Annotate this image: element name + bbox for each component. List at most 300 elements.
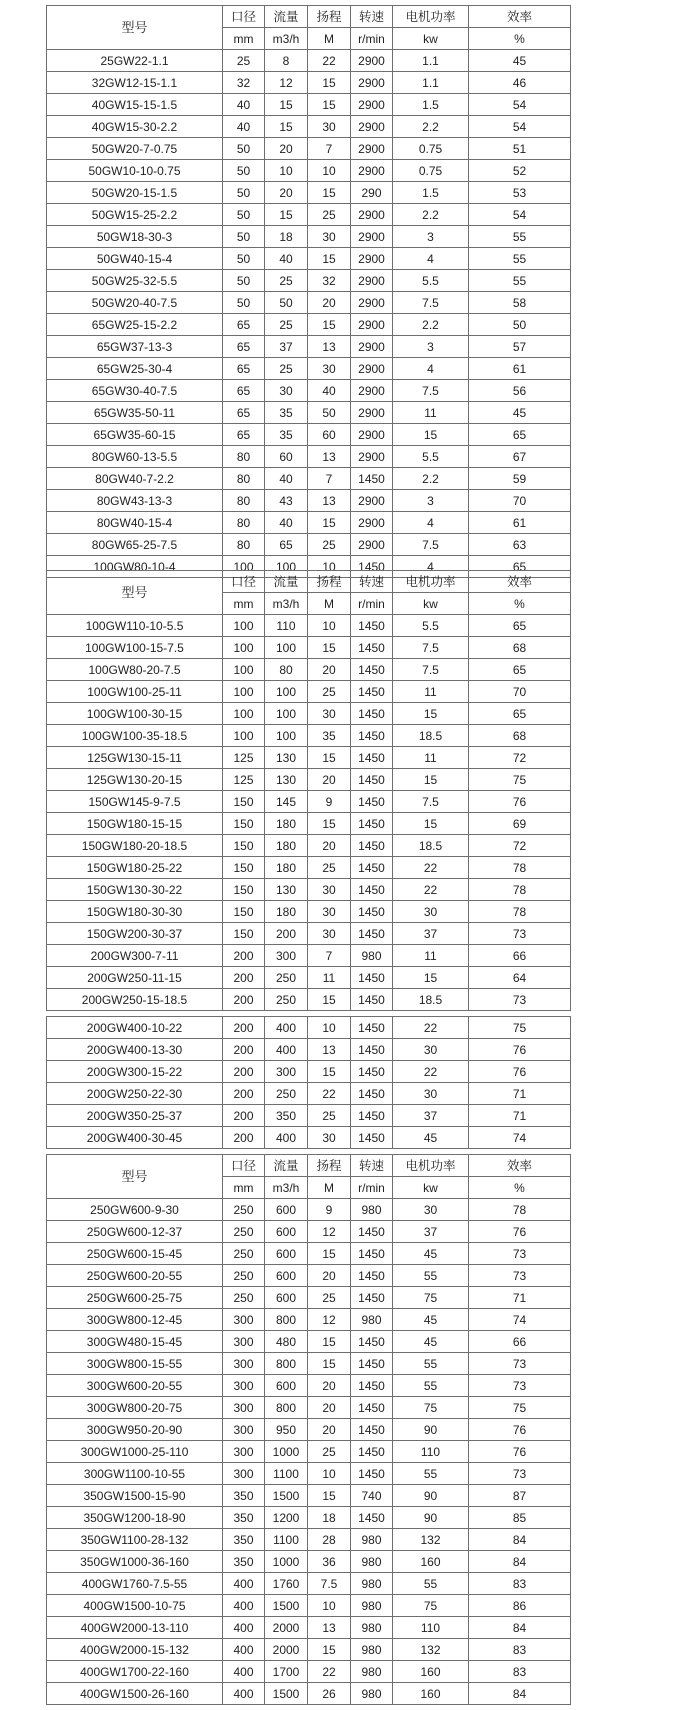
head-cell: 20 bbox=[308, 1265, 351, 1287]
caliber-cell: 150 bbox=[223, 835, 265, 857]
table-row bbox=[47, 813, 571, 835]
speed-cell: 1450 bbox=[351, 1507, 393, 1529]
efficiency-cell: 71 bbox=[469, 1083, 571, 1105]
efficiency-cell: 53 bbox=[469, 182, 571, 204]
model-cell: 200GW250-15-18.5 bbox=[47, 989, 223, 1011]
speed-cell: 1450 bbox=[351, 1105, 393, 1127]
caliber-unit: mm bbox=[223, 593, 265, 615]
efficiency-cell: 73 bbox=[469, 1265, 571, 1287]
head-unit: M bbox=[308, 28, 351, 50]
table-row bbox=[47, 725, 571, 747]
speed-cell: 1450 bbox=[351, 1419, 393, 1441]
model-cell: 80GW40-15-4 bbox=[47, 512, 223, 534]
flow-cell: 1000 bbox=[265, 1441, 308, 1463]
efficiency-cell: 78 bbox=[469, 879, 571, 901]
efficiency-cell: 59 bbox=[469, 468, 571, 490]
motor-power-cell: 90 bbox=[393, 1419, 469, 1441]
flow-cell: 25 bbox=[265, 270, 308, 292]
flow-cell: 65 bbox=[265, 534, 308, 556]
caliber-cell: 50 bbox=[223, 226, 265, 248]
head-cell: 20 bbox=[308, 1375, 351, 1397]
flow-cell: 12 bbox=[265, 72, 308, 94]
model-cell: 100GW80-10-4 bbox=[47, 556, 223, 578]
motor-power-cell: 15 bbox=[393, 813, 469, 835]
caliber-cell: 150 bbox=[223, 879, 265, 901]
caliber-cell: 400 bbox=[223, 1595, 265, 1617]
table-row bbox=[47, 923, 571, 945]
head-cell: 35 bbox=[308, 725, 351, 747]
table-row bbox=[47, 94, 571, 116]
efficiency-cell: 73 bbox=[469, 1375, 571, 1397]
head-cell: 25 bbox=[308, 1105, 351, 1127]
motor-power-cell: 45 bbox=[393, 1243, 469, 1265]
motor-power-unit: kw bbox=[393, 28, 469, 50]
caliber-cell: 100 bbox=[223, 725, 265, 747]
motor-power-cell: 5.5 bbox=[393, 270, 469, 292]
table-row bbox=[47, 270, 571, 292]
head-cell: 12 bbox=[308, 1221, 351, 1243]
head-cell: 36 bbox=[308, 1551, 351, 1573]
motor-power-cell: 7.5 bbox=[393, 791, 469, 813]
table-row bbox=[47, 1529, 571, 1551]
motor-power-cell: 22 bbox=[393, 1017, 469, 1039]
speed-cell: 2900 bbox=[351, 336, 393, 358]
motor-power-cell: 2.2 bbox=[393, 204, 469, 226]
motor-power-unit: kw bbox=[393, 593, 469, 615]
motor-power-cell: 110 bbox=[393, 1617, 469, 1639]
head-cell: 15 bbox=[308, 747, 351, 769]
model-cell: 150GW180-15-15 bbox=[47, 813, 223, 835]
efficiency-cell: 64 bbox=[469, 967, 571, 989]
table-row bbox=[47, 1419, 571, 1441]
model-cell: 150GW200-30-37 bbox=[47, 923, 223, 945]
model-cell: 200GW400-10-22 bbox=[47, 1017, 223, 1039]
table-row bbox=[47, 424, 571, 446]
speed-cell: 2900 bbox=[351, 380, 393, 402]
motor-power-cell: 55 bbox=[393, 1353, 469, 1375]
model-cell: 125GW130-15-11 bbox=[47, 747, 223, 769]
speed-cell: 1450 bbox=[351, 769, 393, 791]
efficiency-cell: 73 bbox=[469, 989, 571, 1011]
motor-power-cell: 2.2 bbox=[393, 468, 469, 490]
motor-power-cell: 11 bbox=[393, 945, 469, 967]
flow-header: 流量 bbox=[265, 571, 308, 593]
table-row bbox=[47, 50, 571, 72]
model-cell: 150GW145-9-7.5 bbox=[47, 791, 223, 813]
flow-cell: 15 bbox=[265, 94, 308, 116]
efficiency-cell: 73 bbox=[469, 1353, 571, 1375]
flow-cell: 250 bbox=[265, 989, 308, 1011]
speed-cell: 1450 bbox=[351, 813, 393, 835]
motor-power-cell: 2.2 bbox=[393, 116, 469, 138]
model-cell: 50GW10-10-0.75 bbox=[47, 160, 223, 182]
caliber-cell: 65 bbox=[223, 314, 265, 336]
efficiency-cell: 72 bbox=[469, 835, 571, 857]
motor-power-cell: 160 bbox=[393, 1683, 469, 1705]
efficiency-cell: 54 bbox=[469, 204, 571, 226]
efficiency-cell: 54 bbox=[469, 116, 571, 138]
speed-cell: 1450 bbox=[351, 615, 393, 637]
flow-cell: 300 bbox=[265, 945, 308, 967]
flow-cell: 950 bbox=[265, 1419, 308, 1441]
speed-cell: 980 bbox=[351, 1309, 393, 1331]
caliber-cell: 300 bbox=[223, 1397, 265, 1419]
model-header: 型号 bbox=[47, 6, 223, 50]
efficiency-cell: 73 bbox=[469, 1463, 571, 1485]
caliber-cell: 300 bbox=[223, 1353, 265, 1375]
efficiency-cell: 74 bbox=[469, 1127, 571, 1149]
table-row bbox=[47, 1639, 571, 1661]
table-row bbox=[47, 769, 571, 791]
table-row bbox=[47, 446, 571, 468]
efficiency-cell: 74 bbox=[469, 1309, 571, 1331]
model-cell: 300GW600-20-55 bbox=[47, 1375, 223, 1397]
table-row bbox=[47, 1441, 571, 1463]
caliber-cell: 300 bbox=[223, 1463, 265, 1485]
motor-power-cell: 3 bbox=[393, 490, 469, 512]
model-cell: 300GW950-20-90 bbox=[47, 1419, 223, 1441]
motor-power-unit: kw bbox=[393, 1177, 469, 1199]
model-cell: 300GW480-15-45 bbox=[47, 1331, 223, 1353]
caliber-cell: 40 bbox=[223, 116, 265, 138]
motor-power-header: 电机功率 bbox=[393, 1155, 469, 1177]
model-cell: 200GW300-15-22 bbox=[47, 1061, 223, 1083]
table-row bbox=[47, 747, 571, 769]
model-cell: 100GW110-10-5.5 bbox=[47, 615, 223, 637]
flow-header: 流量 bbox=[265, 1155, 308, 1177]
head-cell: 7.5 bbox=[308, 1573, 351, 1595]
flow-cell: 400 bbox=[265, 1127, 308, 1149]
flow-cell: 600 bbox=[265, 1199, 308, 1221]
caliber-cell: 50 bbox=[223, 270, 265, 292]
flow-cell: 800 bbox=[265, 1353, 308, 1375]
caliber-cell: 200 bbox=[223, 1083, 265, 1105]
speed-cell: 2900 bbox=[351, 358, 393, 380]
table-row bbox=[47, 1221, 571, 1243]
caliber-cell: 350 bbox=[223, 1551, 265, 1573]
table-row bbox=[47, 1127, 571, 1149]
motor-power-cell: 30 bbox=[393, 1083, 469, 1105]
head-cell: 7 bbox=[308, 138, 351, 160]
flow-cell: 18 bbox=[265, 226, 308, 248]
head-cell: 13 bbox=[308, 1617, 351, 1639]
model-cell: 100GW80-20-7.5 bbox=[47, 659, 223, 681]
head-cell: 7 bbox=[308, 468, 351, 490]
model-cell: 32GW12-15-1.1 bbox=[47, 72, 223, 94]
motor-power-cell: 45 bbox=[393, 1127, 469, 1149]
table-row bbox=[47, 1573, 571, 1595]
table-row bbox=[47, 1105, 571, 1127]
flow-cell: 80 bbox=[265, 659, 308, 681]
speed-cell: 1450 bbox=[351, 725, 393, 747]
head-cell: 13 bbox=[308, 446, 351, 468]
head-unit: M bbox=[308, 593, 351, 615]
caliber-cell: 150 bbox=[223, 813, 265, 835]
efficiency-cell: 70 bbox=[469, 681, 571, 703]
flow-unit: m3/h bbox=[265, 593, 308, 615]
caliber-cell: 200 bbox=[223, 989, 265, 1011]
model-cell: 300GW800-15-55 bbox=[47, 1353, 223, 1375]
table-row bbox=[47, 1353, 571, 1375]
flow-cell: 1100 bbox=[265, 1529, 308, 1551]
head-cell: 25 bbox=[308, 534, 351, 556]
table-row bbox=[47, 358, 571, 380]
table-row bbox=[47, 204, 571, 226]
table-row bbox=[47, 901, 571, 923]
flow-cell: 50 bbox=[265, 292, 308, 314]
flow-cell: 600 bbox=[265, 1287, 308, 1309]
motor-power-header: 电机功率 bbox=[393, 6, 469, 28]
caliber-cell: 150 bbox=[223, 791, 265, 813]
efficiency-cell: 55 bbox=[469, 270, 571, 292]
efficiency-cell: 76 bbox=[469, 1441, 571, 1463]
speed-cell: 1450 bbox=[351, 1463, 393, 1485]
efficiency-cell: 69 bbox=[469, 813, 571, 835]
model-cell: 100GW100-15-7.5 bbox=[47, 637, 223, 659]
speed-cell: 1450 bbox=[351, 791, 393, 813]
efficiency-cell: 50 bbox=[469, 314, 571, 336]
efficiency-header: 效率 bbox=[469, 1155, 571, 1177]
efficiency-cell: 46 bbox=[469, 72, 571, 94]
efficiency-cell: 71 bbox=[469, 1105, 571, 1127]
head-cell: 30 bbox=[308, 703, 351, 725]
caliber-cell: 300 bbox=[223, 1419, 265, 1441]
speed-cell: 1450 bbox=[351, 703, 393, 725]
model-cell: 65GW25-30-4 bbox=[47, 358, 223, 380]
motor-power-cell: 37 bbox=[393, 1105, 469, 1127]
model-cell: 300GW800-20-75 bbox=[47, 1397, 223, 1419]
model-cell: 40GW15-30-2.2 bbox=[47, 116, 223, 138]
head-cell: 15 bbox=[308, 182, 351, 204]
speed-cell: 1450 bbox=[351, 901, 393, 923]
efficiency-cell: 56 bbox=[469, 380, 571, 402]
caliber-cell: 250 bbox=[223, 1287, 265, 1309]
caliber-cell: 65 bbox=[223, 402, 265, 424]
model-cell: 400GW1760-7.5-55 bbox=[47, 1573, 223, 1595]
model-cell: 250GW600-15-45 bbox=[47, 1243, 223, 1265]
header-row bbox=[47, 571, 571, 593]
speed-header: 转速 bbox=[351, 6, 393, 28]
flow-cell: 130 bbox=[265, 747, 308, 769]
head-header: 扬程 bbox=[308, 571, 351, 593]
efficiency-cell: 55 bbox=[469, 248, 571, 270]
flow-cell: 145 bbox=[265, 791, 308, 813]
model-cell: 350GW1200-18-90 bbox=[47, 1507, 223, 1529]
efficiency-cell: 68 bbox=[469, 725, 571, 747]
caliber-unit: mm bbox=[223, 1177, 265, 1199]
efficiency-cell: 76 bbox=[469, 1221, 571, 1243]
motor-power-cell: 3 bbox=[393, 226, 469, 248]
head-cell: 15 bbox=[308, 72, 351, 94]
efficiency-cell: 75 bbox=[469, 1017, 571, 1039]
caliber-cell: 400 bbox=[223, 1617, 265, 1639]
head-cell: 22 bbox=[308, 50, 351, 72]
flow-cell: 8 bbox=[265, 50, 308, 72]
efficiency-cell: 83 bbox=[469, 1639, 571, 1661]
speed-cell: 1450 bbox=[351, 1127, 393, 1149]
speed-cell: 2900 bbox=[351, 314, 393, 336]
motor-power-cell: 1.1 bbox=[393, 72, 469, 94]
speed-cell: 2900 bbox=[351, 424, 393, 446]
model-cell: 350GW1100-28-132 bbox=[47, 1529, 223, 1551]
motor-power-cell: 75 bbox=[393, 1595, 469, 1617]
flow-cell: 130 bbox=[265, 879, 308, 901]
caliber-cell: 300 bbox=[223, 1331, 265, 1353]
caliber-cell: 300 bbox=[223, 1375, 265, 1397]
head-header: 扬程 bbox=[308, 1155, 351, 1177]
efficiency-cell: 71 bbox=[469, 1287, 571, 1309]
flow-cell: 100 bbox=[265, 681, 308, 703]
table-row bbox=[47, 490, 571, 512]
efficiency-unit: % bbox=[469, 28, 571, 50]
model-cell: 65GW25-15-2.2 bbox=[47, 314, 223, 336]
table-row bbox=[47, 72, 571, 94]
speed-cell: 1450 bbox=[351, 1039, 393, 1061]
efficiency-cell: 76 bbox=[469, 1039, 571, 1061]
caliber-cell: 125 bbox=[223, 769, 265, 791]
speed-cell: 2900 bbox=[351, 226, 393, 248]
head-cell: 20 bbox=[308, 292, 351, 314]
table-row bbox=[47, 1243, 571, 1265]
model-cell: 150GW180-30-30 bbox=[47, 901, 223, 923]
speed-cell: 2900 bbox=[351, 446, 393, 468]
efficiency-header: 效率 bbox=[469, 6, 571, 28]
flow-cell: 1500 bbox=[265, 1485, 308, 1507]
caliber-cell: 150 bbox=[223, 901, 265, 923]
motor-power-cell: 55 bbox=[393, 1463, 469, 1485]
speed-cell: 1450 bbox=[351, 1441, 393, 1463]
table-row bbox=[47, 1309, 571, 1331]
head-cell: 9 bbox=[308, 1199, 351, 1221]
motor-power-cell: 75 bbox=[393, 1287, 469, 1309]
header-row bbox=[47, 6, 571, 28]
table-row bbox=[47, 468, 571, 490]
efficiency-cell: 68 bbox=[469, 637, 571, 659]
head-unit: M bbox=[308, 1177, 351, 1199]
table-row bbox=[47, 1507, 571, 1529]
speed-cell: 2900 bbox=[351, 512, 393, 534]
efficiency-cell: 84 bbox=[469, 1551, 571, 1573]
speed-cell: 980 bbox=[351, 1661, 393, 1683]
motor-power-cell: 15 bbox=[393, 703, 469, 725]
motor-power-cell: 22 bbox=[393, 879, 469, 901]
flow-cell: 600 bbox=[265, 1265, 308, 1287]
flow-cell: 300 bbox=[265, 1061, 308, 1083]
speed-cell: 1450 bbox=[351, 1061, 393, 1083]
model-cell: 300GW800-12-45 bbox=[47, 1309, 223, 1331]
model-cell: 250GW600-20-55 bbox=[47, 1265, 223, 1287]
efficiency-cell: 65 bbox=[469, 703, 571, 725]
caliber-cell: 350 bbox=[223, 1529, 265, 1551]
flow-cell: 35 bbox=[265, 402, 308, 424]
efficiency-cell: 55 bbox=[469, 226, 571, 248]
efficiency-cell: 66 bbox=[469, 945, 571, 967]
motor-power-cell: 0.75 bbox=[393, 138, 469, 160]
speed-header: 转速 bbox=[351, 571, 393, 593]
efficiency-cell: 84 bbox=[469, 1617, 571, 1639]
table-row bbox=[47, 637, 571, 659]
table-row bbox=[47, 703, 571, 725]
efficiency-cell: 78 bbox=[469, 1199, 571, 1221]
head-cell: 15 bbox=[308, 1353, 351, 1375]
head-cell: 50 bbox=[308, 402, 351, 424]
speed-cell: 980 bbox=[351, 1551, 393, 1573]
speed-cell: 290 bbox=[351, 182, 393, 204]
efficiency-cell: 70 bbox=[469, 490, 571, 512]
motor-power-cell: 37 bbox=[393, 1221, 469, 1243]
table-row bbox=[47, 659, 571, 681]
head-cell: 60 bbox=[308, 424, 351, 446]
model-cell: 150GW180-20-18.5 bbox=[47, 835, 223, 857]
head-cell: 40 bbox=[308, 380, 351, 402]
flow-cell: 1000 bbox=[265, 1551, 308, 1573]
table-row bbox=[47, 1683, 571, 1705]
motor-power-cell: 132 bbox=[393, 1529, 469, 1551]
head-cell: 18 bbox=[308, 1507, 351, 1529]
flow-cell: 60 bbox=[265, 446, 308, 468]
model-cell: 50GW25-32-5.5 bbox=[47, 270, 223, 292]
head-cell: 25 bbox=[308, 204, 351, 226]
caliber-cell: 200 bbox=[223, 1017, 265, 1039]
motor-power-cell: 3 bbox=[393, 336, 469, 358]
flow-cell: 100 bbox=[265, 725, 308, 747]
table-row bbox=[47, 160, 571, 182]
motor-power-cell: 55 bbox=[393, 1375, 469, 1397]
model-cell: 350GW1000-36-160 bbox=[47, 1551, 223, 1573]
head-cell: 10 bbox=[308, 1463, 351, 1485]
model-cell: 200GW400-30-45 bbox=[47, 1127, 223, 1149]
head-cell: 28 bbox=[308, 1529, 351, 1551]
caliber-cell: 50 bbox=[223, 204, 265, 226]
head-cell: 20 bbox=[308, 659, 351, 681]
caliber-unit: mm bbox=[223, 28, 265, 50]
model-cell: 400GW1500-10-75 bbox=[47, 1595, 223, 1617]
caliber-cell: 250 bbox=[223, 1265, 265, 1287]
speed-unit: r/min bbox=[351, 28, 393, 50]
flow-cell: 40 bbox=[265, 248, 308, 270]
efficiency-cell: 52 bbox=[469, 160, 571, 182]
table-row bbox=[47, 1199, 571, 1221]
speed-cell: 2900 bbox=[351, 270, 393, 292]
caliber-cell: 200 bbox=[223, 1039, 265, 1061]
head-cell: 30 bbox=[308, 879, 351, 901]
model-cell: 50GW40-15-4 bbox=[47, 248, 223, 270]
table-row bbox=[47, 380, 571, 402]
model-cell: 250GW600-12-37 bbox=[47, 1221, 223, 1243]
speed-cell: 2900 bbox=[351, 292, 393, 314]
efficiency-cell: 75 bbox=[469, 1397, 571, 1419]
table-row bbox=[47, 1083, 571, 1105]
head-cell: 15 bbox=[308, 813, 351, 835]
motor-power-cell: 22 bbox=[393, 1061, 469, 1083]
efficiency-cell: 66 bbox=[469, 1331, 571, 1353]
head-cell: 15 bbox=[308, 512, 351, 534]
caliber-cell: 50 bbox=[223, 182, 265, 204]
motor-power-cell: 1.5 bbox=[393, 182, 469, 204]
flow-cell: 1700 bbox=[265, 1661, 308, 1683]
flow-cell: 200 bbox=[265, 923, 308, 945]
model-cell: 200GW350-25-37 bbox=[47, 1105, 223, 1127]
model-cell: 250GW600-25-75 bbox=[47, 1287, 223, 1309]
speed-cell: 2900 bbox=[351, 72, 393, 94]
motor-power-cell: 1.1 bbox=[393, 50, 469, 72]
caliber-cell: 100 bbox=[223, 556, 265, 578]
model-cell: 400GW2000-15-132 bbox=[47, 1639, 223, 1661]
speed-cell: 2900 bbox=[351, 160, 393, 182]
caliber-cell: 100 bbox=[223, 637, 265, 659]
flow-cell: 10 bbox=[265, 160, 308, 182]
head-cell: 26 bbox=[308, 1683, 351, 1705]
